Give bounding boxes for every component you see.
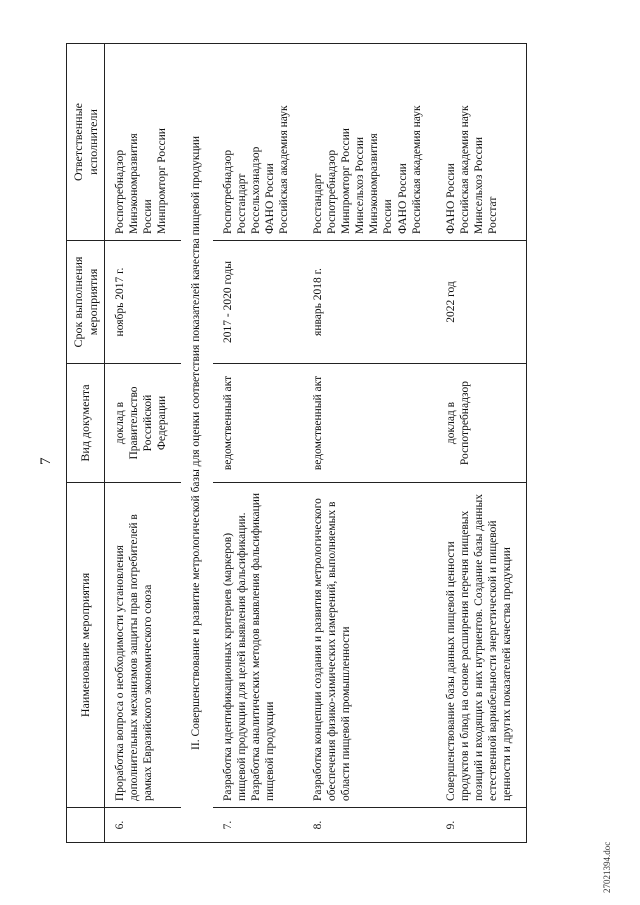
row-doc-type: доклад в Правительство Российской Федерации <box>105 364 182 483</box>
footer-doc-code: 27021394.doc <box>602 841 612 893</box>
header-term: Срок выполнения мероприятия <box>67 241 105 364</box>
row-num: 8. <box>303 808 435 843</box>
header-doc-type: Вид документа <box>67 364 105 483</box>
row-name: Разработка концепции создания и развития метрологического обеспечения физико-химических измерений, выполняемых в области пищевой промышленности <box>303 483 435 808</box>
row-term: 2022 год <box>436 241 527 364</box>
row-name: Разработка идентификационных критериев (маркеров) пищевой продукции для целей выявления фальсификации. Разработка аналитических методов выявления фальсификации пищевой продукции <box>213 483 303 808</box>
row-doc-type: ведомственный акт <box>303 364 435 483</box>
row-doc-type: доклад в Роспотребнадзор <box>436 364 527 483</box>
row-executors: ФАНО России Российская академия наук Минсельхоз России Росстат <box>436 44 527 241</box>
table-row <box>213 44 303 843</box>
row-executors: Роспотребнадзор Росстандарт Россельхознадзор ФАНО России Российская академия наук <box>213 44 303 241</box>
measures-table <box>66 43 527 843</box>
page-number: 7 <box>38 457 54 465</box>
row-term: 2017 - 2020 годы <box>213 241 303 364</box>
header-name: Наименование мероприятия <box>67 483 105 808</box>
row-num: 7. <box>213 808 303 843</box>
table-header-row <box>67 44 105 843</box>
table-row <box>436 44 527 843</box>
table-row <box>303 44 435 843</box>
row-name: Совершенствование базы данных пищевой ценности продуктов и блюд на основе расширения перечня пищевых позиций и входящих в них нутриентов. Создание базы данных естественной вариабельности энергетической и пищевой ценности и других показателей качества продукции <box>436 483 527 808</box>
row-executors: Роспотребнадзор Минэкономразвития России Минпромторг России <box>105 44 182 241</box>
section-title: II. Совершенствование и развитие метрологической базы для оценки соответствия показателей качества пищевой продукции <box>181 44 213 843</box>
header-num <box>67 808 105 843</box>
row-num: 9. <box>436 808 527 843</box>
section-row <box>181 44 213 843</box>
row-doc-type: ведомственный акт <box>213 364 303 483</box>
header-executors: Ответственные исполнители <box>67 44 105 241</box>
row-term: ноябрь 2017 г. <box>105 241 182 364</box>
table-row <box>105 44 182 843</box>
row-executors: Росстандарт Роспотребнадзор Минпромторг России Минсельхоз России Минэкономразвития России ФАНО России Российская академия наук <box>303 44 435 241</box>
row-num: 6. <box>105 808 182 843</box>
row-term: январь 2018 г. <box>303 241 435 364</box>
row-name: Проработка вопроса о необходимости установления дополнительных механизмов защиты прав потребителей в рамках Евразийского экономического союза <box>105 483 182 808</box>
